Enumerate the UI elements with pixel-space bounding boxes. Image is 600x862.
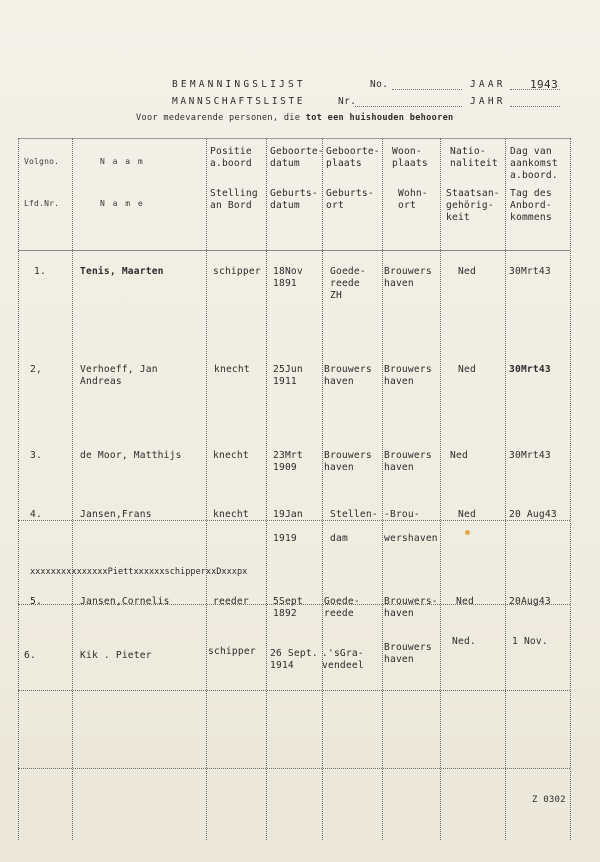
row-6-nationality: Ned. bbox=[452, 636, 476, 647]
row-6-arrival: 1 Nov. bbox=[512, 636, 548, 647]
col-header-positie: Positie a.boord bbox=[210, 146, 252, 169]
row-6-number: 6. bbox=[24, 650, 36, 661]
nr-blank-line bbox=[355, 106, 462, 107]
row-1-residence: Brouwers haven bbox=[384, 266, 432, 289]
col-header-nationaliteit: Natio- naliteit bbox=[450, 146, 498, 169]
title-no-label: No. bbox=[370, 79, 389, 90]
row-2-arrival: 30Mrt43 bbox=[509, 364, 551, 375]
row-1-nationality: Ned bbox=[458, 266, 476, 277]
row-5-residence: Brouwers- haven bbox=[384, 596, 438, 619]
column-border bbox=[440, 138, 441, 840]
row-3-birth-place: Brouwers haven bbox=[324, 450, 372, 473]
column-border bbox=[322, 138, 323, 840]
row-6-birth-place: .'sGra- vendeel bbox=[322, 648, 364, 671]
note-line bbox=[136, 113, 454, 123]
col-header-wohnort: Wohn- ort bbox=[398, 188, 428, 211]
header-bottom-border bbox=[18, 250, 570, 251]
note-suffix: tot een huishouden behooren bbox=[305, 113, 454, 123]
column-border bbox=[505, 138, 506, 840]
row-2-birth-place: Brouwers haven bbox=[324, 364, 372, 387]
row-4-name: Jansen,Frans bbox=[80, 509, 152, 520]
title-nr-label: Nr. bbox=[338, 96, 357, 107]
row-5-name: Jansen,Cornelis bbox=[80, 596, 170, 607]
row-3-number: 3. bbox=[30, 450, 42, 461]
title-mannschaftsliste: MANNSCHAFTSLISTE bbox=[172, 96, 306, 107]
col-header-geburtsdatum: Geburts- datum bbox=[270, 188, 318, 211]
row-4-residence: -Brou- wershaven bbox=[384, 509, 438, 544]
row-3-name: de Moor, Matthijs bbox=[80, 450, 182, 461]
struck-out-entry: xxxxxxxxxxxxxxxPiettxxxxxxschipperxxDxxxpx bbox=[30, 567, 248, 577]
col-header-stelling: Stelling an Bord bbox=[210, 188, 258, 211]
row-4-birth-date: 19Jan 1919 bbox=[273, 509, 303, 544]
row-1-birth-date: 18Nov 1891 bbox=[273, 266, 303, 289]
row-6-residence: Brouwers haven bbox=[384, 642, 432, 665]
col-header-geboortedatum: Geboorte- datum bbox=[270, 146, 324, 169]
note-prefix: Voor medevarende personen, bbox=[136, 113, 279, 123]
row-5-number: 5. bbox=[30, 596, 42, 607]
row-1-name: Tenis, Maarten bbox=[80, 266, 164, 277]
col-header-name: N a m e bbox=[100, 199, 145, 208]
column-border bbox=[206, 138, 207, 840]
row-2-residence: Brouwers haven bbox=[384, 364, 432, 387]
row-1-number: 1. bbox=[34, 266, 46, 277]
row-2-name: Verhoeff, Jan Andreas bbox=[80, 364, 158, 387]
row-6-name: Kik . Pieter bbox=[80, 650, 152, 661]
col-header-tag-des-anbordkommens: Tag des Anbord- kommens bbox=[510, 188, 552, 223]
title-bemanningslijst: BEMANNINGSLIJST bbox=[172, 79, 306, 90]
col-header-geboorteplaats: Geboorte- plaats bbox=[326, 146, 380, 169]
column-border bbox=[18, 138, 19, 840]
column-border bbox=[266, 138, 267, 840]
row-4-number: 4. bbox=[30, 509, 42, 520]
jahr-blank-line bbox=[510, 106, 560, 107]
row-5-birth-place: Goede- reede bbox=[324, 596, 360, 619]
row-separator bbox=[18, 768, 570, 769]
year-value: 1943 bbox=[530, 78, 559, 91]
row-1-birth-place: Goede- reede ZH bbox=[330, 266, 366, 301]
jahr-label: JAHR bbox=[470, 96, 506, 107]
col-header-lfdnr: Lfd.Nr. bbox=[24, 199, 60, 208]
table-top-border bbox=[18, 138, 570, 139]
row-1-position: schipper bbox=[213, 266, 261, 277]
row-5-birth-date: 5Sept 1892 bbox=[273, 596, 303, 619]
number-blank-line bbox=[392, 89, 462, 90]
column-border bbox=[570, 138, 571, 840]
column-border bbox=[72, 138, 73, 840]
row-2-birth-date: 25Jun 1911 bbox=[273, 364, 303, 387]
col-header-geburtsort: Geburts- ort bbox=[326, 188, 374, 211]
col-header-dag-van-aankomst: Dag van aankomst a.boord. bbox=[510, 146, 558, 181]
col-header-woonplaats: Woon- plaats bbox=[392, 146, 428, 169]
row-3-arrival: 30Mrt43 bbox=[509, 450, 551, 461]
note-mid: die bbox=[283, 113, 301, 123]
row-2-number: 2, bbox=[30, 364, 42, 375]
row-5-position: reeder bbox=[213, 596, 249, 607]
row-separator bbox=[18, 690, 570, 691]
col-header-naam: N a a m bbox=[100, 157, 145, 166]
row-4-nationality: Ned bbox=[458, 509, 476, 520]
row-3-nationality: Ned bbox=[450, 450, 468, 461]
ink-stamp-dot bbox=[465, 530, 470, 535]
row-1-arrival: 30Mrt43 bbox=[509, 266, 551, 277]
col-header-volgno: Volgno. bbox=[24, 157, 60, 166]
row-4-birth-place: Stellen- dam bbox=[330, 509, 378, 544]
col-header-staatsangehorigkeit: Staatsan- gehörig- keit bbox=[446, 188, 500, 223]
archive-reference: Z 0302 bbox=[532, 795, 566, 805]
row-2-nationality: Ned bbox=[458, 364, 476, 375]
row-4-arrival: 20 Aug43 bbox=[509, 509, 557, 520]
column-border bbox=[382, 138, 383, 840]
row-5-arrival: 20Aug43 bbox=[509, 596, 551, 607]
row-6-position: schipper bbox=[208, 646, 256, 657]
jaar-label: JAAR bbox=[470, 79, 506, 90]
row-2-position: knecht bbox=[214, 364, 250, 375]
row-5-nationality: Ned bbox=[456, 596, 474, 607]
row-6-birth-date: 26 Sept. 1914 bbox=[270, 648, 318, 671]
row-3-birth-date: 23Mrt 1909 bbox=[273, 450, 303, 473]
row-3-position: knecht bbox=[213, 450, 249, 461]
row-3-residence: Brouwers haven bbox=[384, 450, 432, 473]
row-4-position: knecht bbox=[213, 509, 249, 520]
